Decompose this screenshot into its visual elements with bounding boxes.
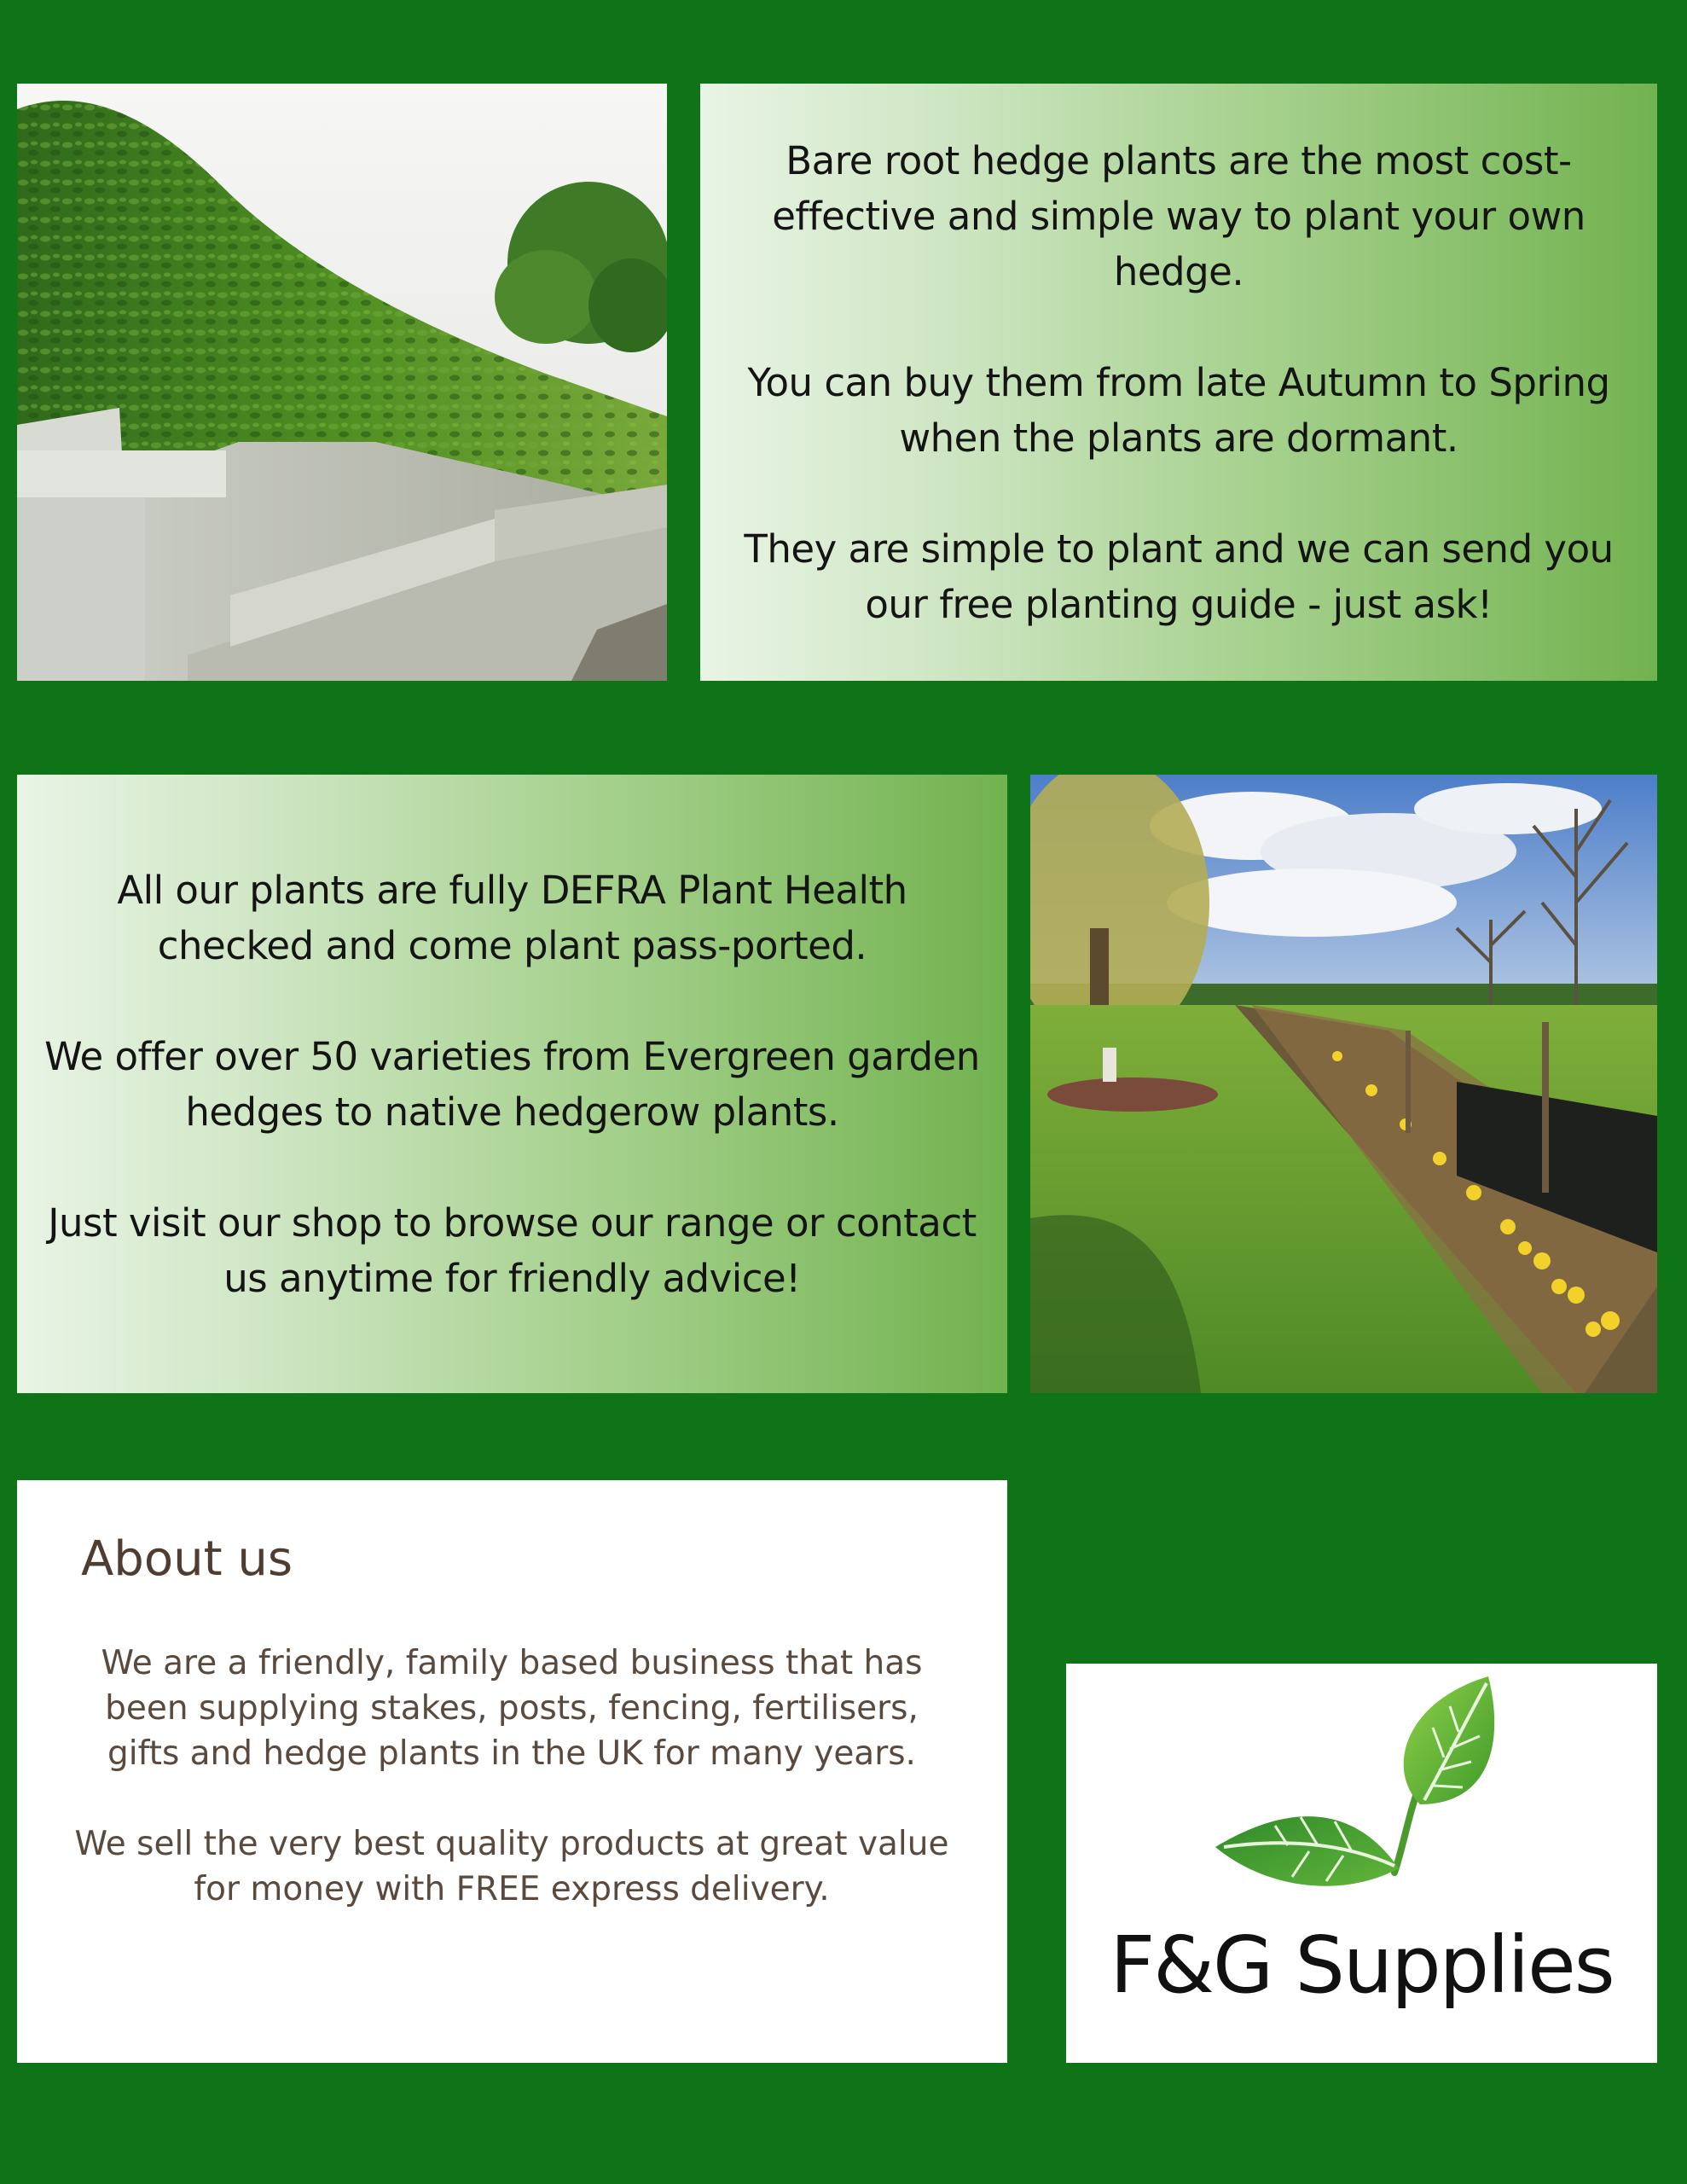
about-paragraph: We are a friendly, family based business that has been supplying stakes, posts, fencing, fertilisers, gifts and hedge plants in the UK for many years. — [101, 1644, 923, 1773]
about-us-panel — [17, 1480, 1007, 2063]
defra-info-text — [43, 863, 982, 1306]
bare-root-info-panel — [700, 84, 1657, 681]
logo-name: F&G Supplies — [1110, 1920, 1614, 2011]
logo — [1066, 1664, 1657, 2063]
info-paragraph: All our plants are fully DEFRA Plant Health checked and come plant pass-ported. — [117, 867, 907, 968]
info-paragraph: We offer over 50 varieties from Evergreen garden hedges to native hedgerow plants. — [44, 1033, 980, 1135]
bare-root-info-text — [718, 133, 1639, 632]
info-paragraph: Just visit our shop to browse our range or contact us anytime for friendly advice! — [48, 1199, 977, 1301]
about-paragraph: We sell the very best quality products at great value for money with FREE express delivery. — [74, 1825, 949, 1908]
about-us-body — [68, 1641, 955, 1912]
garden-photo — [1030, 775, 1657, 1393]
garden-photo-illustration — [1030, 775, 1657, 1393]
hedge-photo-illustration — [17, 84, 667, 681]
leaves-icon — [1215, 1676, 1522, 1898]
info-paragraph: You can buy them from late Autumn to Spring when the plants are dormant. — [747, 359, 1610, 461]
info-paragraph: They are simple to plant and we can send you our free planting guide - just ask! — [744, 526, 1614, 627]
info-paragraph: Bare root hedge plants are the most cost-effective and simple way to plant your own hedge. — [772, 137, 1586, 294]
about-us-title: About us — [81, 1531, 293, 1587]
hedge-photo — [17, 84, 667, 681]
defra-info-panel — [17, 775, 1007, 1393]
